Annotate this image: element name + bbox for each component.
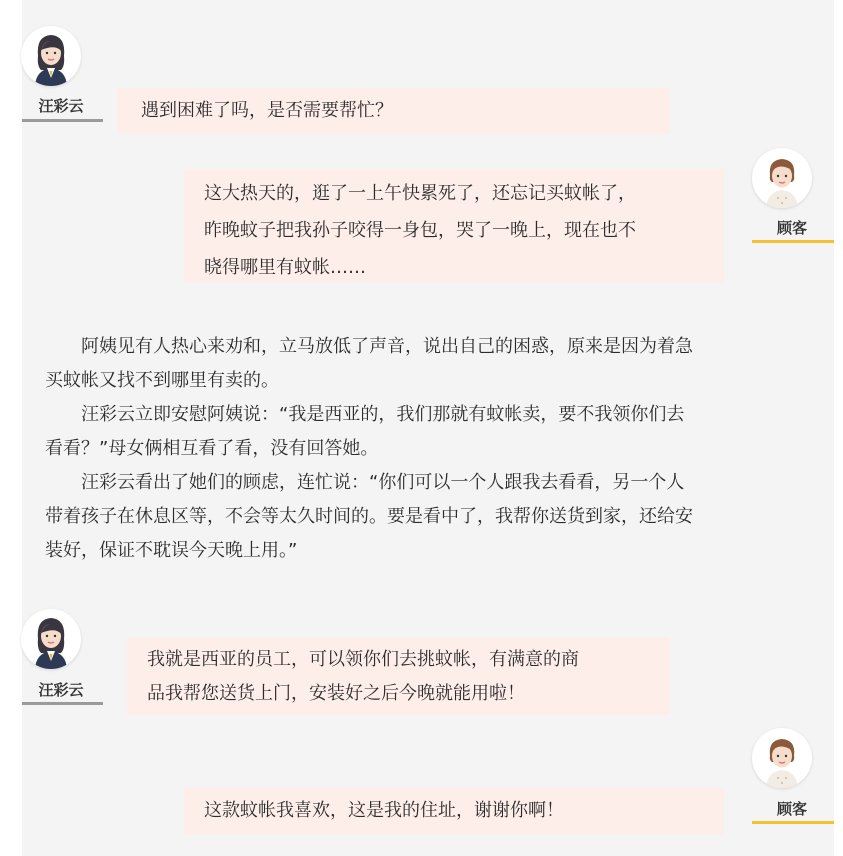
staff-avatar-icon bbox=[21, 609, 81, 669]
narration-line: 阿姨见有人热心来劝和，立马放低了声音，说出自己的困惑，原来是因为着急 bbox=[81, 336, 693, 357]
bubble-line: 品我帮您送货上门，安装好之后今晚就能用啦！ bbox=[147, 683, 525, 704]
staff-avatar-icon bbox=[21, 26, 81, 86]
narration-line: 汪彩云看出了她们的顾虑，连忙说：“你们可以一个人跟我去看看，另一个人 bbox=[81, 472, 685, 493]
speaker-name: 顾客 bbox=[776, 800, 807, 818]
narration-paragraph bbox=[45, 398, 810, 466]
chat-bubble bbox=[117, 88, 670, 134]
speaker-name: 顾客 bbox=[776, 219, 807, 237]
speaker-underline bbox=[22, 119, 103, 122]
speaker-name: 汪彩云 bbox=[38, 97, 84, 115]
chat-bubble bbox=[127, 637, 670, 715]
chat-bubble bbox=[184, 169, 724, 282]
narration-line: 看看？”母女俩相互看了看，没有回答她。 bbox=[45, 438, 379, 459]
chat-bubble bbox=[184, 788, 724, 834]
speaker-underline bbox=[752, 240, 834, 243]
bubble-line: 我就是西亚的员工，可以领你们去挑蚊帐，有满意的商 bbox=[147, 649, 579, 670]
narration-paragraph bbox=[45, 330, 810, 398]
speaker-underline bbox=[22, 702, 103, 705]
narration-line: 汪彩云立即安慰阿姨说：“我是西亚的，我们那就有蚊帐卖，要不我领你们去 bbox=[81, 404, 685, 425]
narration-line: 买蚊帐又找不到哪里有卖的。 bbox=[45, 370, 279, 391]
narration-block bbox=[45, 330, 810, 568]
customer-avatar-icon bbox=[752, 728, 812, 788]
bubble-text: 遇到困难了吗，是否需要帮忙？ bbox=[141, 100, 393, 121]
bubble-line: 这大热天的，逛了一上午快累死了，还忘记买蚊帐了， bbox=[204, 183, 636, 204]
bubble-text: 这款蚊帐我喜欢，这是我的住址，谢谢你啊！ bbox=[204, 800, 564, 821]
narration-paragraph bbox=[45, 466, 810, 568]
bubble-line: 晓得哪里有蚊帐…… bbox=[204, 257, 366, 278]
narration-line: 装好，保证不耽误今天晚上用。” bbox=[45, 540, 298, 561]
speaker-name: 汪彩云 bbox=[38, 681, 84, 699]
bubble-line: 昨晚蚊子把我孙子咬得一身包，哭了一晚上，现在也不 bbox=[204, 220, 636, 241]
customer-avatar-icon bbox=[752, 148, 812, 208]
speaker-underline bbox=[752, 821, 834, 824]
narration-line: 带着孩子在休息区等，不会等太久时间的。要是看中了，我帮你送货到家，还给安 bbox=[45, 506, 693, 527]
